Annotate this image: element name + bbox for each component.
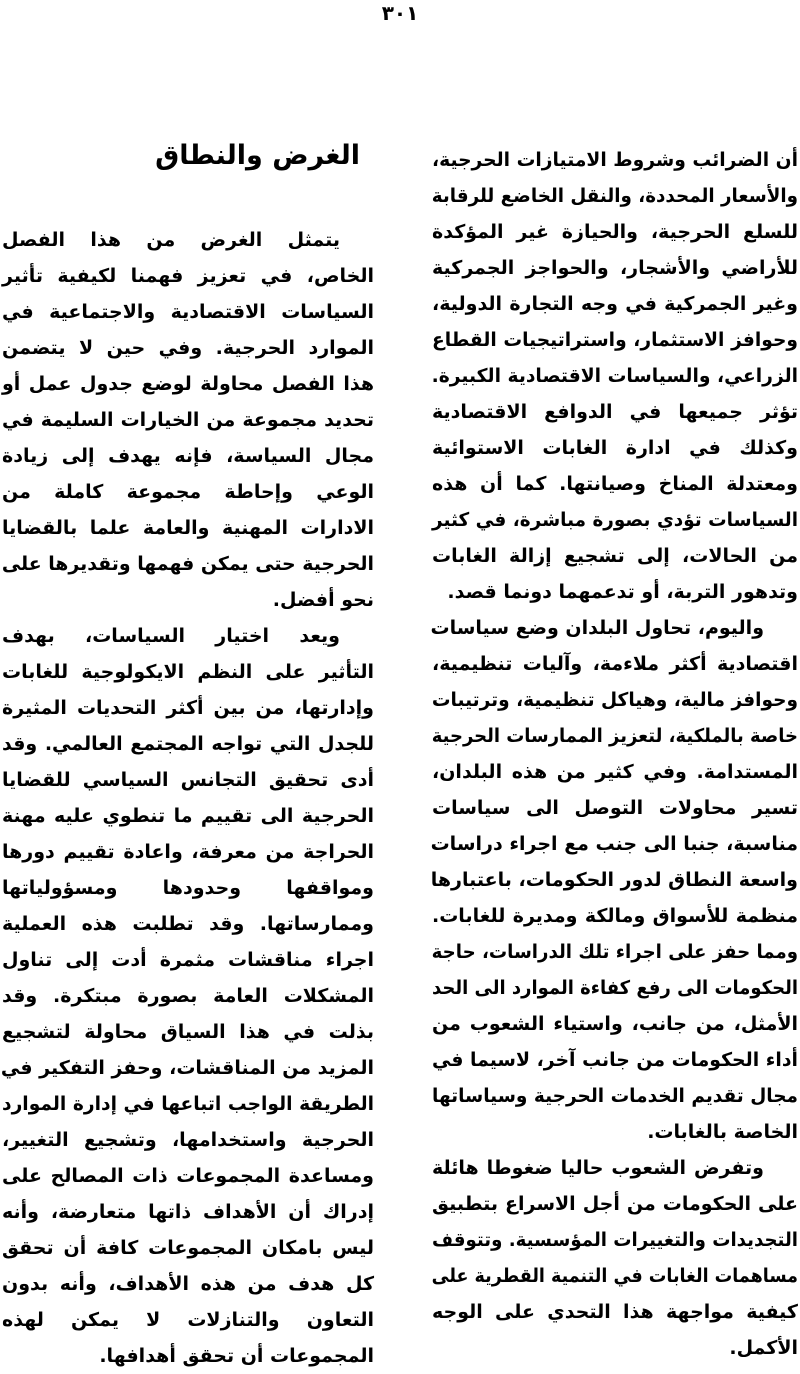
text-line: أدى تحقيق التجانس السياسي للقضايا bbox=[2, 769, 374, 791]
text-line: ويعد اختيار السياسات، بهدف bbox=[2, 625, 340, 647]
text-line: الحرجية الى تقييم ما تنطوي عليه مهنة bbox=[2, 805, 374, 827]
text-line: وتدهور التربة، أو تدعمهما دونما قصد. bbox=[447, 581, 798, 603]
text-line: للأراضي والأشجار، والحواجز الجمركية bbox=[432, 257, 798, 279]
text-line: الحرجية واستخدامها، وتشجيع التغيير، bbox=[2, 1129, 374, 1151]
text-line: تؤثر جميعها في الدوافع الاقتصادية bbox=[432, 401, 798, 423]
paragraph bbox=[2, 618, 374, 1374]
text-line: الأمثل، من جانب، واستياء الشعوب من bbox=[432, 1013, 798, 1035]
text-line: خاصة بالملكية، لتعزيز الممارسات الحرجية bbox=[431, 725, 798, 747]
text-line: الادارات المهنية والعامة علما بالقضايا bbox=[2, 517, 374, 539]
text-line: الموارد الحرجية. وفي حين لا يتضمن bbox=[2, 337, 374, 359]
text-line: كل هدف من هذه الأهداف، وأنه بدون bbox=[2, 1273, 374, 1295]
text-line: تحديد مجموعة من الخيارات السليمة في bbox=[2, 409, 374, 431]
left-column bbox=[2, 222, 374, 1374]
text-line: المزيد من المناقشات، وحفز التفكير في bbox=[0, 1057, 374, 1079]
text-line: الوعي وإحاطة مجموعة كاملة من bbox=[2, 481, 374, 503]
text-line: والأسعار المحددة، والنقل الخاضع للرقابة bbox=[431, 185, 798, 207]
text-line: منظمة للأسواق ومالكة ومديرة للغابات. bbox=[432, 905, 798, 927]
text-line: الخاصة بالغابات. bbox=[647, 1121, 798, 1143]
text-line: ومعتدلة المناخ وصيانتها. كما أن هذه bbox=[432, 473, 798, 495]
text-line: المشكلات العامة بصورة مبتكرة. وقد bbox=[2, 985, 374, 1007]
text-line: ومواقفها وحدودها ومسؤولياتها bbox=[2, 877, 374, 899]
text-line: كيفية مواجهة هذا التحدي على الوجه bbox=[432, 1301, 798, 1323]
text-line: الأكمل. bbox=[729, 1337, 798, 1359]
text-line: أداء الحكومات من جانب آخر، لاسيما في bbox=[432, 1049, 798, 1071]
text-line: السياسات الاقتصادية والاجتماعية في bbox=[2, 301, 374, 323]
text-line: وحوافز الاستثمار، واستراتيجيات القطاع bbox=[432, 329, 798, 351]
text-line: السياسات تؤدي بصورة مباشرة، في كثير bbox=[432, 509, 798, 531]
paragraph bbox=[432, 610, 798, 1150]
text-line: للجدل التي تواجه المجتمع العالمي. وقد bbox=[2, 733, 374, 755]
paragraph bbox=[432, 1150, 798, 1366]
text-line: على الحكومات من أجل الاسراع بتطبيق bbox=[432, 1193, 798, 1215]
text-line: الحراجة من معرفة، واعادة تقييم دورها bbox=[2, 841, 374, 863]
text-line: اقتصادية أكثر ملاءمة، وآليات تنظيمية، bbox=[432, 653, 798, 675]
text-line: مجال السياسة، فإنه يهدف إلى زيادة bbox=[2, 445, 374, 467]
text-line: التجديدات والتغييرات المؤسسية. وتتوقف bbox=[432, 1229, 798, 1251]
text-line: ومما حفز على اجراء تلك الدراسات، حاجة bbox=[431, 941, 798, 963]
text-line: الطريقة الواجب اتباعها في إدارة الموارد bbox=[2, 1093, 374, 1115]
text-line: وحوافز مالية، وهياكل تنظيمية، وترتيبات bbox=[431, 689, 798, 711]
text-line: وإدارتها، من بين أكثر التحديات المثيرة bbox=[2, 697, 374, 719]
text-line: ومساعدة المجموعات ذات المصالح على bbox=[2, 1165, 374, 1187]
paragraph bbox=[432, 142, 798, 610]
text-line: المجموعات أن تحقق أهدافها. bbox=[99, 1345, 374, 1367]
text-line: الخاص، في تعزيز فهمنا لكيفية تأثير bbox=[2, 265, 374, 287]
text-line: الزراعي، والسياسات الاقتصادية الكبيرة. bbox=[431, 365, 798, 387]
text-line: التعاون والتنازلات لا يمكن لهذه bbox=[2, 1309, 374, 1331]
text-line: وكذلك في ادارة الغابات الاستوائية bbox=[432, 437, 798, 459]
text-line: وغير الجمركية في وجه التجارة الدولية، bbox=[432, 293, 798, 315]
right-column bbox=[432, 142, 798, 1366]
text-line: بذلت في هذا السياق محاولة لتشجيع bbox=[2, 1021, 374, 1043]
text-line: واسعة النطاق لدور الحكومات، باعتبارها bbox=[430, 869, 798, 891]
page-number: ٣٠١ bbox=[381, 1, 419, 25]
text-line: وتفرض الشعوب حاليا ضغوطا هائلة bbox=[432, 1157, 764, 1179]
text-line: وممارساتها. وقد تطلبت هذه العملية bbox=[2, 913, 374, 935]
text-line: الحكومات الى رفع كفاءة الموارد الى الحد bbox=[432, 977, 798, 999]
text-line: مناسبة، جنبا الى جنب مع اجراء دراسات bbox=[430, 833, 798, 855]
text-line: اجراء مناقشات مثمرة أدت إلى تناول bbox=[2, 949, 374, 971]
text-line: واليوم، تحاول البلدان وضع سياسات bbox=[430, 617, 764, 639]
paragraph bbox=[2, 222, 374, 618]
text-line: للسلع الحرجية، والحيازة غير المؤكدة bbox=[432, 221, 798, 243]
text-line: تسير محاولات التوصل الى سياسات bbox=[432, 797, 798, 819]
text-line: مساهمات الغابات في التنمية القطرية على bbox=[431, 1265, 798, 1287]
text-line: المستدامة. وفي كثير من هذه البلدان، bbox=[432, 761, 798, 783]
text-line: هذا الفصل محاولة لوضع جدول عمل أو bbox=[2, 373, 374, 395]
text-line: الحرجية حتى يمكن فهمها وتقديرها على bbox=[1, 553, 375, 575]
text-line: مجال تقديم الخدمات الحرجية وسياساتها bbox=[432, 1085, 798, 1107]
text-line: التأثير على النظم الايكولوجية للغابات bbox=[2, 661, 374, 683]
text-line: ليس بامكان المجموعات كافة أن تحقق bbox=[2, 1237, 374, 1259]
text-line: من الحالات، إلى تشجيع إزالة الغابات bbox=[432, 545, 798, 567]
text-line: أن الضرائب وشروط الامتيازات الحرجية، bbox=[432, 149, 798, 171]
text-line: إدراك أن الأهداف ذاتها متعارضة، وأنه bbox=[2, 1201, 374, 1223]
text-line: يتمثل الغرض من هذا الفصل bbox=[2, 229, 340, 251]
text-line: نحو أفضل. bbox=[272, 589, 374, 611]
section-heading: الغرض والنطاق bbox=[155, 140, 360, 171]
